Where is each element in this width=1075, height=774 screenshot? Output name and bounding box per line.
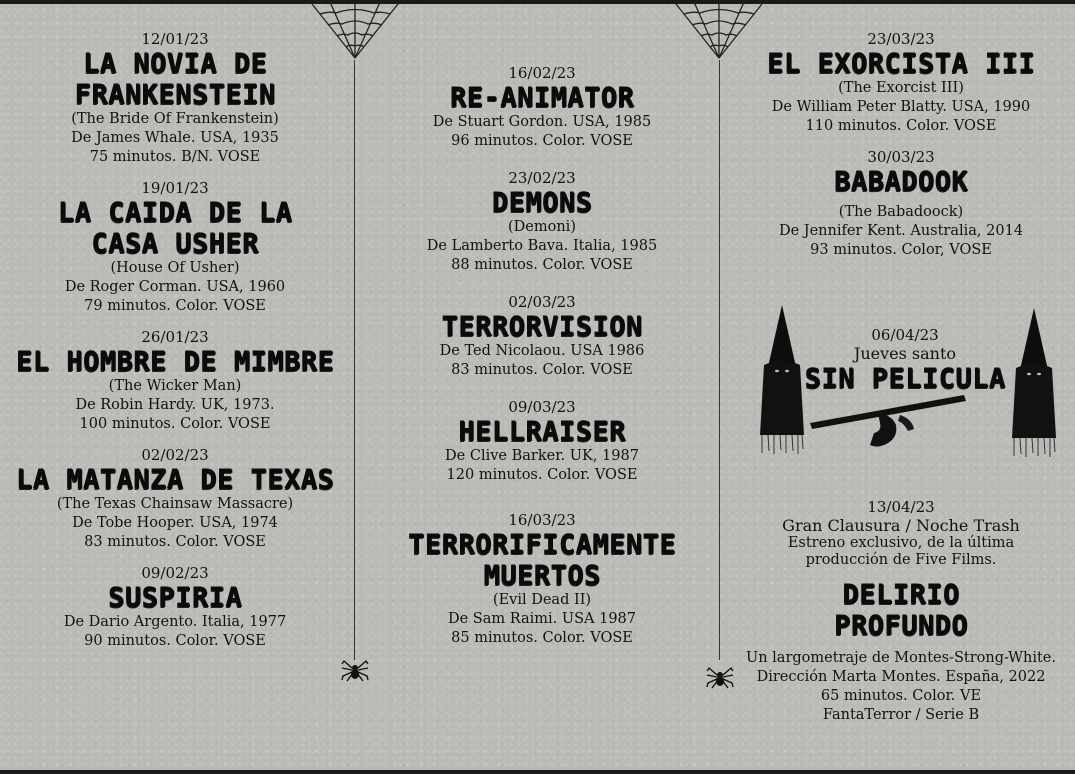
column-3 [742,30,1060,272]
film-entry [10,179,340,316]
film-entry [372,64,712,151]
director-line: De Dario Argento. Italia, 1977 [63,614,287,630]
film-entry [372,511,712,648]
runtime-line: 93 minutos. Color, VOSE [810,242,992,258]
screening-date: 09/02/23 [141,564,209,582]
runtime-line: 83 minutos. Color. VOSE [451,362,633,378]
original-title: (The Bride Of Frankenstein) [71,111,279,127]
screening-date: 16/03/23 [508,511,576,529]
film-entry [10,564,340,651]
screening-date: 12/01/23 [141,30,209,48]
film-entry [10,328,340,434]
screening-date: 16/02/23 [508,64,576,82]
film-title: HELLRAISER [458,416,626,447]
film-title: LA CAIDA DE LA [57,197,293,228]
runtime-line: 96 minutos. Color. VOSE [451,133,633,149]
film-title: BABADOOK [833,166,969,197]
closing-description: producción de Five Films. [805,552,997,568]
closing-description: Estreno exclusivo, de la última [787,535,1015,551]
film-title: LA NOVIA DE [82,48,268,79]
screening-date: 26/01/23 [141,328,209,346]
film-entry [742,30,1060,136]
screening-date: 02/02/23 [141,446,209,464]
film-title: DEMONS [491,187,593,218]
runtime-line: 120 minutos. Color. VOSE [446,467,638,483]
director-line: De Stuart Gordon. USA, 1985 [432,114,652,130]
screening-date: 19/01/23 [141,179,209,197]
column-divider-right [719,60,720,660]
hooded-nazareno-icon [758,305,806,455]
director-line: De William Peter Blatty. USA, 1990 [771,99,1031,115]
genre-line: FantaTerror / Serie B [822,707,980,723]
film-entry [10,446,340,552]
film-entry [372,293,712,380]
film-title: LA MATANZA DE TEXAS [15,464,335,495]
screening-date: 13/04/23 [867,498,935,516]
film-title: PROFUNDO [833,610,969,641]
screening-date: 09/03/23 [508,398,576,416]
runtime-line: 110 minutos. Color. VOSE [805,118,997,134]
film-entry [372,169,712,275]
original-title: (Demoni) [508,219,576,235]
screening-date: 23/03/23 [867,30,935,48]
runtime-line: 83 minutos. Color. VOSE [84,534,266,550]
column-1 [10,30,340,663]
holiday-subtitle: Jueves santo [853,344,957,363]
credits-line: Un largometraje de Montes-Strong-White. [746,650,1056,666]
original-title: (House Of Usher) [110,260,240,276]
director-line: De Ted Nicolaou. USA 1986 [439,343,645,359]
film-entry [742,148,1060,260]
film-title: TERRORIFICAMENTE [407,529,677,560]
screening-date: 02/03/23 [508,293,576,311]
film-entry [372,398,712,485]
director-line: De Jennifer Kent. Australia, 2014 [778,223,1024,239]
film-title: FRANKENSTEIN [74,79,276,110]
holiday-block [800,326,1010,394]
closing-block [742,498,1060,725]
film-title: RE-ANIMATOR [449,82,635,113]
film-title: SUSPIRIA [107,582,243,613]
film-entry [10,30,340,167]
column-2 [372,64,712,660]
closing-heading: Gran Clausura / Noche Trash [782,516,1020,535]
director-line: De Clive Barker. UK, 1987 [445,448,639,464]
screening-date: 06/04/23 [871,326,939,344]
runtime-line: 65 minutos. Color. VE [820,688,982,704]
spider-icon [340,655,370,685]
original-title: (Evil Dead II) [492,592,592,608]
director-line: De Tobe Hooper. USA, 1974 [72,515,278,531]
director-line: De Roger Corman. USA, 1960 [64,279,286,295]
runtime-line: 100 minutos. Color. VOSE [79,416,271,432]
original-title: (The Babadoock) [838,204,964,220]
runtime-line: 88 minutos. Color. VOSE [451,257,633,273]
spider-icon [705,662,735,692]
column-divider-left [354,60,355,660]
film-title: EL HOMBRE DE MIMBRE [15,346,335,377]
original-title: (The Wicker Man) [108,378,242,394]
runtime-line: 85 minutos. Color. VOSE [451,630,633,646]
runtime-line: 75 minutos. B/N. VOSE [89,149,261,165]
original-title: (The Exorcist III) [838,80,964,96]
no-film-title: SIN PELICULA [804,363,1006,394]
director-line: De Lamberto Bava. Italia, 1985 [426,238,658,254]
runtime-line: 79 minutos. Color. VOSE [84,298,266,314]
film-title: CASA USHER [91,228,259,259]
screening-date: 23/02/23 [508,169,576,187]
film-title: DELIRIO [842,579,960,610]
film-title: EL EXORCISTA III [766,48,1036,79]
director-line: De Robin Hardy. UK, 1973. [75,397,275,413]
director-line: Dirección Marta Montes. España, 2022 [756,669,1046,685]
film-title: MUERTOS [483,560,601,591]
director-line: De James Whale. USA, 1935 [71,130,279,146]
cross-icon [808,385,968,455]
screening-date: 30/03/23 [867,148,935,166]
film-title: TERRORVISION [441,311,643,342]
director-line: De Sam Raimi. USA 1987 [447,611,637,627]
hooded-nazareno-icon [1010,308,1058,458]
runtime-line: 90 minutos. Color. VOSE [84,633,266,649]
original-title: (The Texas Chainsaw Massacre) [56,496,294,512]
